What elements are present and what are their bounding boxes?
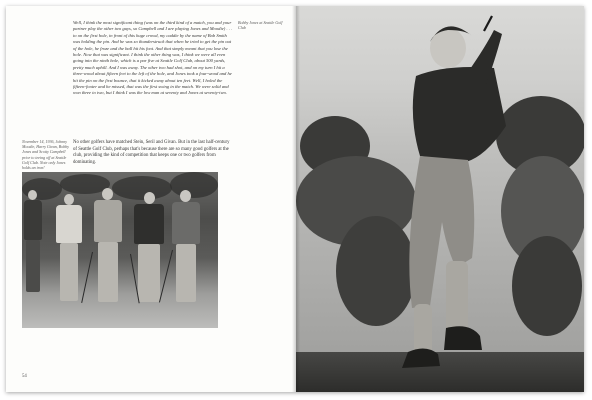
quote-text: Well, I think the most significant thing (was on the third kind of a match, you and your partner play the other two guys, so Campbell and I are playing Jones and Moodie) . . . to on the first hole, in front of this huge crowd, my caddie by the name of Bob Smith was holding the pin. And he was so thunderstruck that when he tried to get the pin out of the hole, he froze and the ball hit his foot. And that simply meant that you lose the hole. Now that was significant. I think the other thing was, I think we were all even going into the ninth hole, which is a par five at Seattle Golf Club, about 500 yards, pretty much uphill. And I was away. The other two had shot, and on my turn I hit a three-wood about fifteen feet to the left of the hole, and Jones took a four-wood and he hit the pin on the first bounce, that it kicked away about ten feet. Well, I holed the fifteen-footer and he missed, that was the first swing in the match. We were solid and won three to two, but I think I was the low man at seventy and Jones at seventy-two. <box>73 20 233 96</box>
golfer-photo <box>296 6 584 392</box>
figure-body <box>134 204 164 244</box>
group-photo <box>22 172 218 328</box>
figure-head <box>28 190 37 200</box>
golfer-shoe <box>444 326 482 350</box>
page-number: 54 <box>22 374 27 379</box>
club-shaft <box>484 16 492 31</box>
crowd-shape <box>112 176 172 200</box>
figure-body <box>24 200 42 240</box>
golfer-sweater <box>413 67 506 162</box>
book-gutter <box>292 6 300 392</box>
figure-body <box>56 205 82 243</box>
crowd-shape <box>170 172 218 198</box>
figure-legs <box>98 242 118 302</box>
left-page <box>6 6 296 392</box>
side-caption: Bobby Jones at Seattle Golf Club <box>238 20 283 31</box>
figure-legs <box>26 240 40 292</box>
book-spread <box>6 6 584 392</box>
golfer-head <box>430 28 466 68</box>
figure-legs <box>138 244 160 302</box>
figure-head <box>102 188 113 200</box>
figure-head <box>180 190 191 202</box>
figure-head <box>64 194 74 205</box>
figure-legs <box>60 243 78 301</box>
figure-legs <box>176 244 196 302</box>
golfer-shoe <box>402 348 440 368</box>
body-text: No other golfers have matched Stein, Seril and Givan. But in the last half-century of Seattle Golf Club, perhaps that's because there are so many good golfers at the club, providing the kind of competition that keeps one or two golfers from dominating. <box>73 140 230 165</box>
figure-head <box>144 192 155 204</box>
photo-caption: November 14, 1936, Johnny Moodie, Harry Givan, Bobby Jones and Scotty Campbell prior to teeing off at Seattle Golf Club. Note only Jones holds an iron! <box>22 139 69 171</box>
golfer-sock <box>414 304 432 354</box>
golf-club <box>159 250 173 303</box>
golfer-illustration <box>296 6 584 392</box>
figure-body <box>94 200 122 242</box>
golf-club <box>81 252 93 303</box>
golfer-sock <box>446 261 468 333</box>
figure-body <box>172 202 200 244</box>
